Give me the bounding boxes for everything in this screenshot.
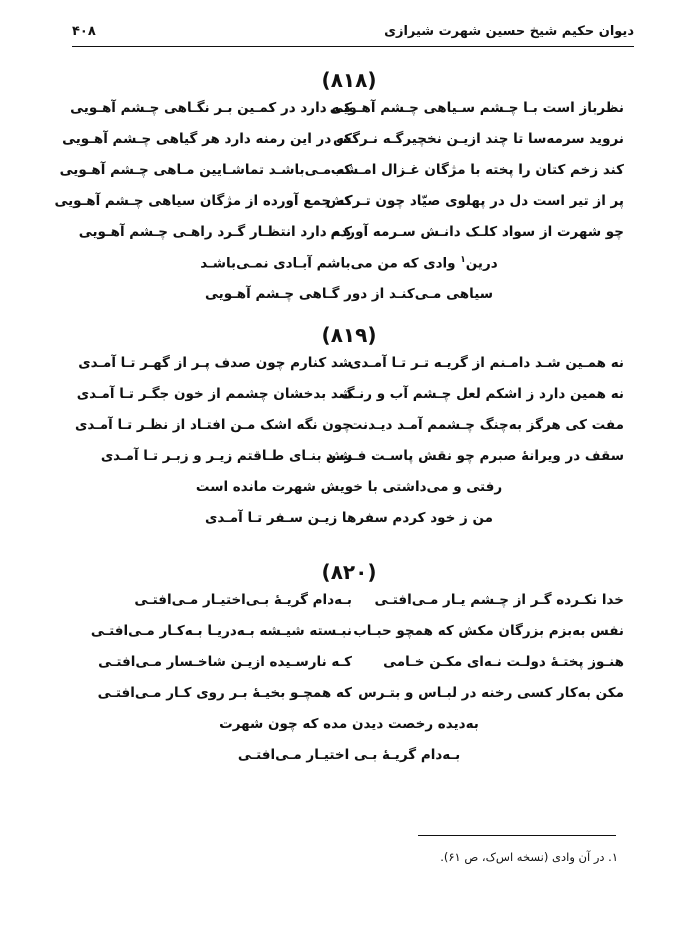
couplet [72, 355, 624, 377]
first-hemistich: نفس به‌بزم بزرگان مکش که همچو حبـاب [353, 623, 624, 639]
second-hemistich: کـه دارد انتظـار گـرد راهـی چـشم آهـویی [78, 224, 352, 240]
second-hemistich: که همچـو بخیـهٔ بـر روی کـار مـی‌افتـی [97, 685, 352, 701]
couplet [72, 224, 624, 246]
closing-line: به‌دیده رخصت دیدن مده که چون شهرت [219, 716, 479, 732]
first-hemistich: هنـوز پختـهٔ دولـت نـه‌ای مکـن خـامی [383, 654, 624, 670]
running-header [72, 18, 634, 44]
closing-line: سیاهی مـی‌کنـد از دور گـاهی چـشم آهـویی [205, 286, 493, 302]
couplet [59, 162, 624, 184]
poem-number: (۸۱۸) [321, 68, 377, 92]
second-hemistich: که جمع آورده از مژگان سیاهی چـشم آهـویی [54, 193, 352, 209]
couplet [72, 386, 624, 408]
couplet [54, 193, 624, 215]
page-number: ۴۰۸ [72, 23, 96, 39]
first-hemistich: نروید سرمه‌سا تا چند ازیـن نخچیرگـه نـرگس [332, 131, 624, 147]
couplet [72, 417, 624, 439]
couplet [72, 654, 624, 676]
first-hemistich: سقف در ویرانهٔ صبرم چو نقش پاسـت فـرش [325, 448, 624, 464]
first-hemistich: پر از تیر است دل در پهلوی صیّاد چون تـرکش [325, 193, 624, 209]
first-hemistich: کند زخم کتان را پخته با مژگان غـزال امـشب [330, 162, 624, 178]
closing-line: بـه‌دام گریـهٔ بـی اختیـار مـی‌افتـی [237, 747, 461, 763]
closing-line: من ز خود کردم سفرها زیـن سـفر تـا آمـدی [204, 510, 494, 526]
header-rule [72, 46, 634, 47]
footnote-marker: ۱ [460, 255, 466, 265]
closing-line: درین$^۱$ وادی که من می‌باشم آبـادی نمـی‌باشـد [200, 255, 498, 272]
footnote: ۱. در آن وادی (نسخه اس‌ک، ص ۶۱). [440, 850, 618, 864]
second-hemistich: شد بدخشان چشمم از خون جگـر تـا آمـدی [76, 386, 352, 402]
poem-number: (۸۱۹) [321, 323, 377, 347]
second-hemistich: شـد بنـای طـاقتم زیـر و زبـر تـا آمـدی [100, 448, 352, 464]
couplet [72, 100, 624, 122]
second-hemistich: کـه نارسـیده ازیـن شاخـسار مـی‌افتـی [98, 654, 352, 670]
second-hemistich: بـه‌دام گریـهٔ بـی‌اختیـار مـی‌افتـی [134, 592, 352, 608]
couplet [72, 623, 624, 645]
first-hemistich: نه همین دارد ز اشکم لعل چـشم آب و رنـگ [340, 386, 624, 402]
couplet [62, 131, 624, 153]
footnote-rule [418, 835, 616, 836]
first-hemistich: خدا نکـرده گـر از چـشم یـار مـی‌افتـی [374, 592, 624, 608]
second-hemistich: که مـی‌باشـد تماشـایین مـاهی چـشم آهـویی [59, 162, 352, 178]
couplet [72, 685, 624, 707]
couplet [72, 448, 624, 470]
second-hemistich: که در این رمنه دارد هر گیاهی چـشم آهـویی [62, 131, 352, 147]
second-hemistich: شد کنارم چون صدف پـر از گهـر تـا آمـدی [78, 355, 352, 371]
first-hemistich: نظرباز است بـا چـشم سـیاهی چـشم آهـویی [329, 100, 624, 116]
couplet [72, 592, 624, 614]
book-title: دیوان حکیم شیخ حسین شهرت شیرازی [384, 23, 634, 39]
poem-number: (۸۲۰) [321, 560, 377, 584]
first-hemistich: نه همـین شـد دامـنم از گریـه تـر تـا آمـدی [349, 355, 624, 371]
first-hemistich: چو شهرت از سواد کلـک دانـش سـرمه آوردم [330, 224, 624, 240]
first-hemistich: مکن به‌کار کسی رخنه در لبـاس و بتـرس [358, 685, 624, 701]
second-hemistich: چون نگه اشک مـن افتـاد از نظـر تـا آمـدی [74, 417, 352, 433]
second-hemistich: نبـسته شیـشه بـه‌دریـا بـه‌کـار مـی‌افتـی [90, 623, 352, 639]
first-hemistich: مفت کی هرگز به‌چنگ چـشمم آمـد دیـدنت [348, 417, 624, 433]
closing-line: رفتی و می‌داشتی با خویش شهرت مانده است [195, 479, 503, 495]
second-hemistich: کـه دارد در کمـین بـر نگـاهی چـشم آهـویی [70, 100, 352, 116]
